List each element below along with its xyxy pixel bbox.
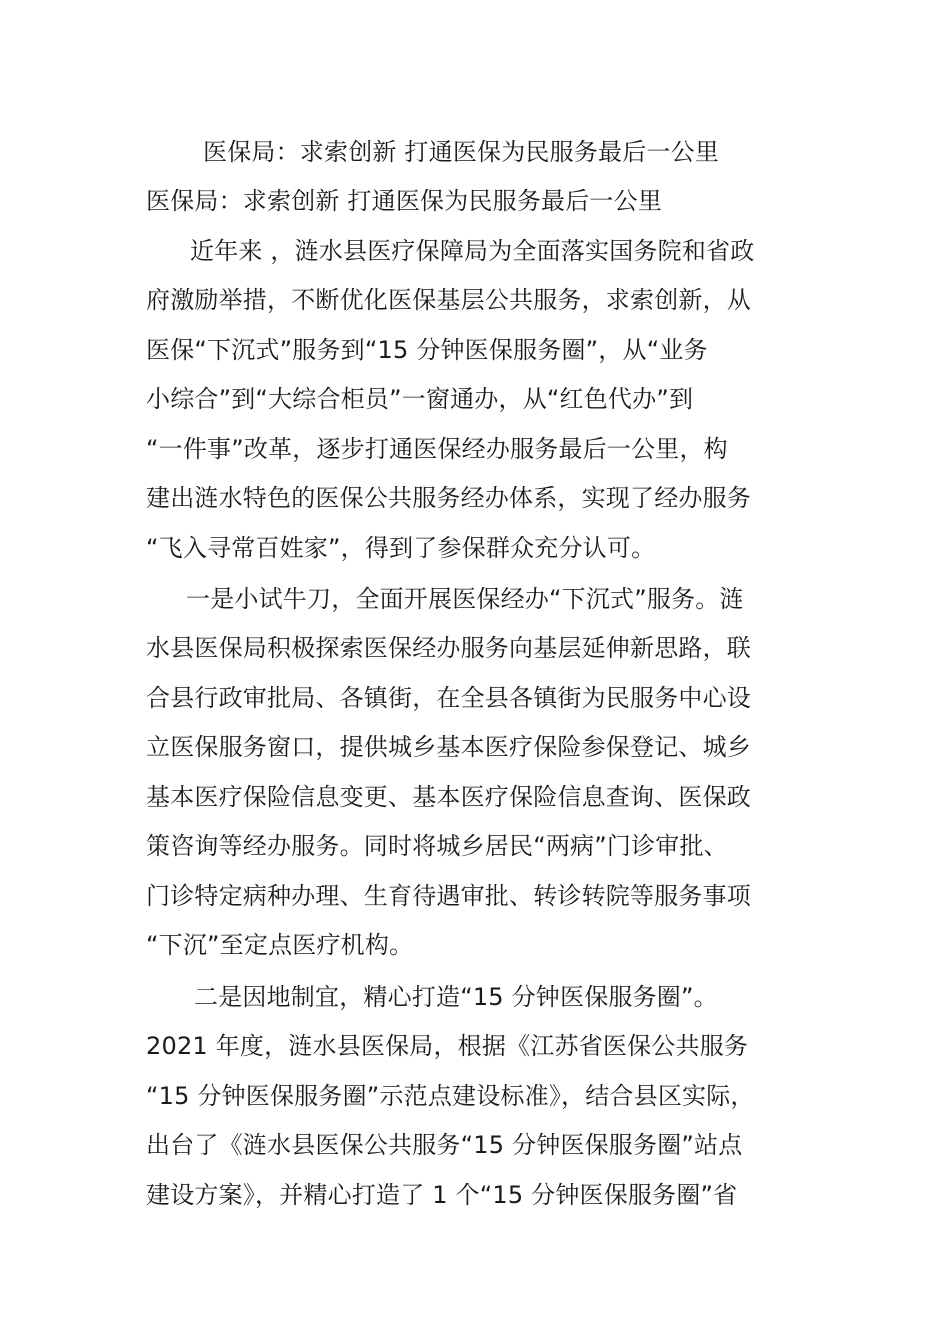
paragraph-line: 二是因地制宜，精心打造“15 分钟医保服务圈”。 — [194, 983, 718, 1011]
paragraph-line: “下沉”至定点医疗机构。 — [146, 931, 414, 959]
paragraph-line: 2021 年度，涟水县医保局，根据《江苏省医保公共服务 — [146, 1032, 749, 1060]
paragraph-line: 府激励举措，不断优化医保基层公共服务，求索创新，从 — [146, 286, 751, 314]
paragraph-line: 水县医保局积极探索医保经办服务向基层延伸新思路，联 — [146, 634, 751, 662]
document-subtitle: 医保局：求索创新 打通医保为民服务最后一公里 — [146, 187, 663, 215]
paragraph-line: 一是小试牛刀，全面开展医保经办“下沉式”服务。涟 — [186, 585, 744, 613]
paragraph-line: 策咨询等经办服务。同时将城乡居民“两病”门诊审批、 — [146, 832, 728, 860]
paragraph-line: 建出涟水特色的医保公共服务经办体系，实现了经办服务 — [146, 484, 751, 512]
paragraph-line: “15 分钟医保服务圈”示范点建设标准》，结合县区实际， — [146, 1082, 755, 1110]
paragraph-line: 立医保服务窗口，提供城乡基本医疗保险参保登记、城乡 — [146, 733, 751, 761]
paragraph-line: 小综合”到“大综合柜员”一窗通办，从“红色代办”到 — [146, 385, 694, 413]
paragraph-line: 合县行政审批局、各镇街，在全县各镇街为民服务中心设 — [146, 684, 751, 712]
paragraph-line: “飞入寻常百姓家”，得到了参保群众充分认可。 — [146, 534, 656, 562]
paragraph-line: 出台了《涟水县医保公共服务“15 分钟医保服务圈”站点 — [146, 1131, 743, 1159]
document-title: 医保局：求索创新 打通医保为民服务最后一公里 — [203, 138, 720, 166]
paragraph-line: “一件事”改革，逐步打通医保经办服务最后一公里，构 — [146, 435, 728, 463]
paragraph-line: 近年来 ，涟水县医疗保障局为全面落实国务院和省政 — [190, 237, 755, 265]
paragraph-line: 基本医疗保险信息变更、基本医疗保险信息查询、医保政 — [146, 783, 751, 811]
paragraph-line: 门诊特定病种办理、生育待遇审批、转诊转院等服务事项 — [146, 882, 751, 910]
paragraph-line: 建设方案》，并精心打造了 1 个“15 分钟医保服务圈”省 — [146, 1181, 738, 1209]
paragraph-line: 医保“下沉式”服务到“15 分钟医保服务圈”，从“业务 — [146, 336, 708, 364]
